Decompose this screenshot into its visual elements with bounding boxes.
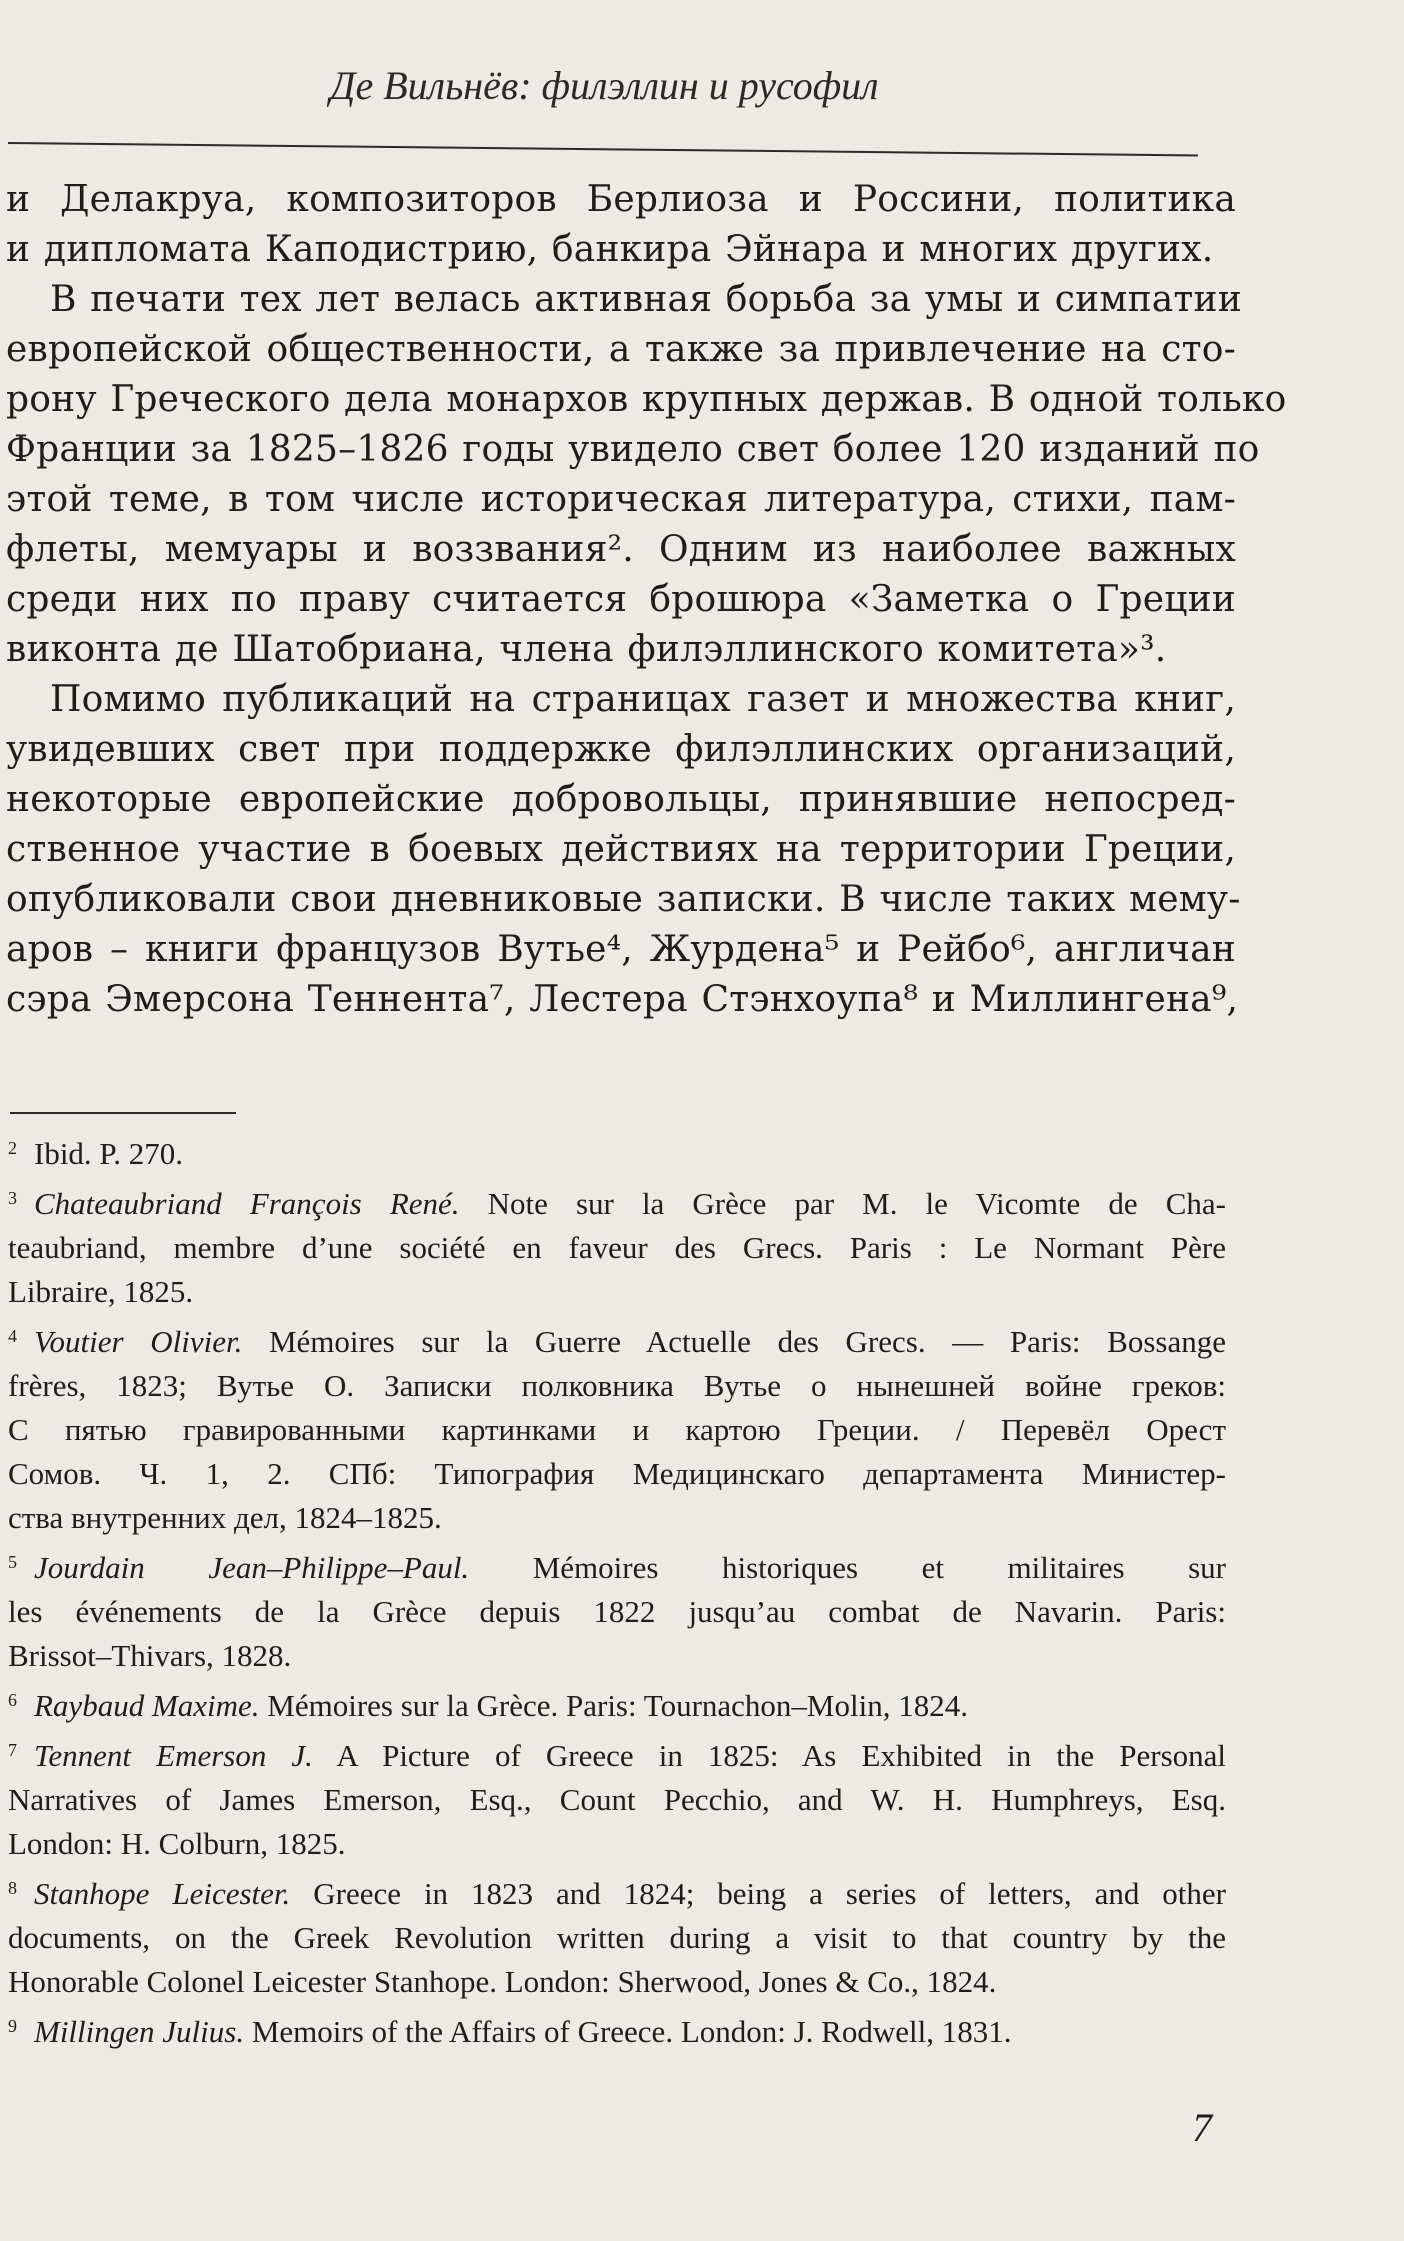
footnote-line [8, 1182, 1226, 1226]
footnote-line: London: H. Colburn, 1825. [8, 1826, 346, 1861]
footnote-number: 7 [8, 1740, 17, 1760]
footnote-line: teaubriand, membre d’une société en faveur des Grecs. Paris : Le Normant Père [8, 1230, 1226, 1265]
text-line: опубликовали свои дневниковые записки. В числе таких мему- [6, 879, 1241, 920]
footnote-line: Libraire, 1825. [8, 1274, 194, 1309]
footnote-line [8, 1872, 1226, 1916]
footnote-line: Honorable Colonel Leicester Stanhope. London: Sherwood, Jones & Co., 1824. [8, 1964, 997, 1999]
header-rule [8, 142, 1198, 156]
footnote-line [8, 1132, 1226, 1176]
footnote-line: Brissot–Thivars, 1828. [8, 1638, 292, 1673]
footnote-text: Memoirs of the Affairs of Greece. London: J. Rodwell, 1831. [244, 2014, 1012, 2049]
footnote-line [8, 1734, 1226, 1778]
footnote [8, 1872, 1226, 2004]
footnote-text: Ibid. P. 270. [34, 1136, 183, 1171]
footnote-line [8, 1320, 1226, 1364]
footnote-number: 2 [8, 1138, 17, 1158]
text-line: виконта де Шатобриана, члена филэллинского комитета»³. [6, 629, 1167, 670]
footnote-text: Greece in 1823 and 1824; being a series of letters, and other [290, 1876, 1226, 1911]
footnote-line: ства внутренних дел, 1824–1825. [8, 1500, 442, 1535]
footnote-author: Raybaud Maxime. [34, 1688, 260, 1723]
text-line: Франции за 1825–1826 годы увидело свет более 120 изданий по [6, 429, 1260, 470]
footnote-number: 9 [8, 2016, 17, 2036]
text-line: среди них по праву считается брошюра «Заметка о Греции [6, 579, 1236, 620]
footnote [8, 2010, 1226, 2054]
footnote-line [8, 1684, 1226, 1728]
footnote-number: 4 [8, 1326, 17, 1346]
text-line: сэра Эмерсона Теннента⁷, Лестера Стэнхоупа⁸ и Миллингена⁹, [6, 979, 1239, 1020]
footnote [8, 1320, 1226, 1540]
footnote-author: Chateaubriand François René. [34, 1186, 460, 1221]
footnote-number: 6 [8, 1690, 17, 1710]
footnote [8, 1684, 1226, 1728]
paragraph-first-line: В печати тех лет велась активная борьба за умы и симпатии [50, 279, 1242, 320]
footnote-author: Voutier Olivier. [34, 1324, 243, 1359]
footnote-line: les événements de la Grèce depuis 1822 jusqu’au combat de Navarin. Paris: [8, 1594, 1226, 1629]
text-line: ственное участие в боевых действиях на территории Греции, [6, 829, 1236, 870]
text-line: и Делакруа, композиторов Берлиоза и Россини, политика [6, 179, 1236, 220]
footnote [8, 1546, 1226, 1678]
footnote-line: Сомов. Ч. 1, 2. СПб: Типография Медицинскаго департамента Министер- [8, 1456, 1226, 1491]
footnote [8, 1132, 1226, 1176]
footnote-number: 5 [8, 1552, 17, 1572]
footnote-number: 8 [8, 1878, 17, 1898]
text-line: аров – книги французов Вутье⁴, Журдена⁵ и Рейбо⁶, англичан [6, 929, 1236, 970]
footnote-number: 3 [8, 1188, 17, 1208]
footnote-text: Mémoires sur la Guerre Actuelle des Grecs. — Paris: Bossange [242, 1324, 1226, 1359]
footnote-line: С пятью гравированными картинками и картою Греции. / Перевёл Орест [8, 1412, 1226, 1447]
running-title: Де Вильнёв: филэллин и русофил [330, 63, 879, 108]
footnote-author: Tennent Emerson J. [34, 1738, 313, 1773]
text-line: флеты, мемуары и воззвания². Одним из наиболее важных [6, 529, 1236, 570]
page-number: 7 [1192, 2105, 1212, 2150]
footnote-line: frères, 1823; Вутье О. Записки полковника Вутье о нынешней войне греков: [8, 1368, 1226, 1403]
footnote-text: Mémoires sur la Grèce. Paris: Tournachon–Molin, 1824. [259, 1688, 968, 1723]
text-line: некоторые европейские добровольцы, принявшие непосред- [6, 779, 1236, 820]
text-line: европейской общественности, а также за привлечение на сто- [6, 329, 1236, 370]
footnote-line [8, 1546, 1226, 1590]
footnote-author: Stanhope Leicester. [34, 1876, 291, 1911]
footnote-line: documents, on the Greek Revolution written during a visit to that country by the [8, 1920, 1226, 1955]
footnote-author: Millingen Julius. [34, 2014, 245, 2049]
footnote [8, 1734, 1226, 1866]
text-line: увидевших свет при поддержке филэллинских организаций, [6, 729, 1236, 770]
footnote-author: Jourdain Jean–Philippe–Paul. [34, 1550, 470, 1585]
footnotes [8, 1126, 1226, 2054]
footnote-text: Mémoires historiques et militaires sur [469, 1550, 1226, 1585]
footnote-separator [10, 1112, 236, 1114]
footnote-line: Narratives of James Emerson, Esq., Count Pecchio, and W. H. Humphreys, Esq. [8, 1782, 1226, 1817]
main-text [6, 175, 1287, 1025]
text-line: рону Греческого дела монархов крупных держав. В одной только [6, 379, 1287, 420]
text-line: этой теме, в том числе историческая литература, стихи, пам- [6, 479, 1236, 520]
footnote-text: Note sur la Grèce par M. le Vicomte de Cha- [459, 1186, 1226, 1221]
footnote-text: A Picture of Greece in 1825: As Exhibited in the Personal [312, 1738, 1227, 1773]
text-line: и дипломата Каподистрию, банкира Эйнара и многих других. [6, 229, 1214, 270]
paragraph-first-line: Помимо публикаций на страницах газет и множества книг, [50, 679, 1236, 720]
footnote [8, 1182, 1226, 1314]
footnote-line [8, 2010, 1226, 2054]
